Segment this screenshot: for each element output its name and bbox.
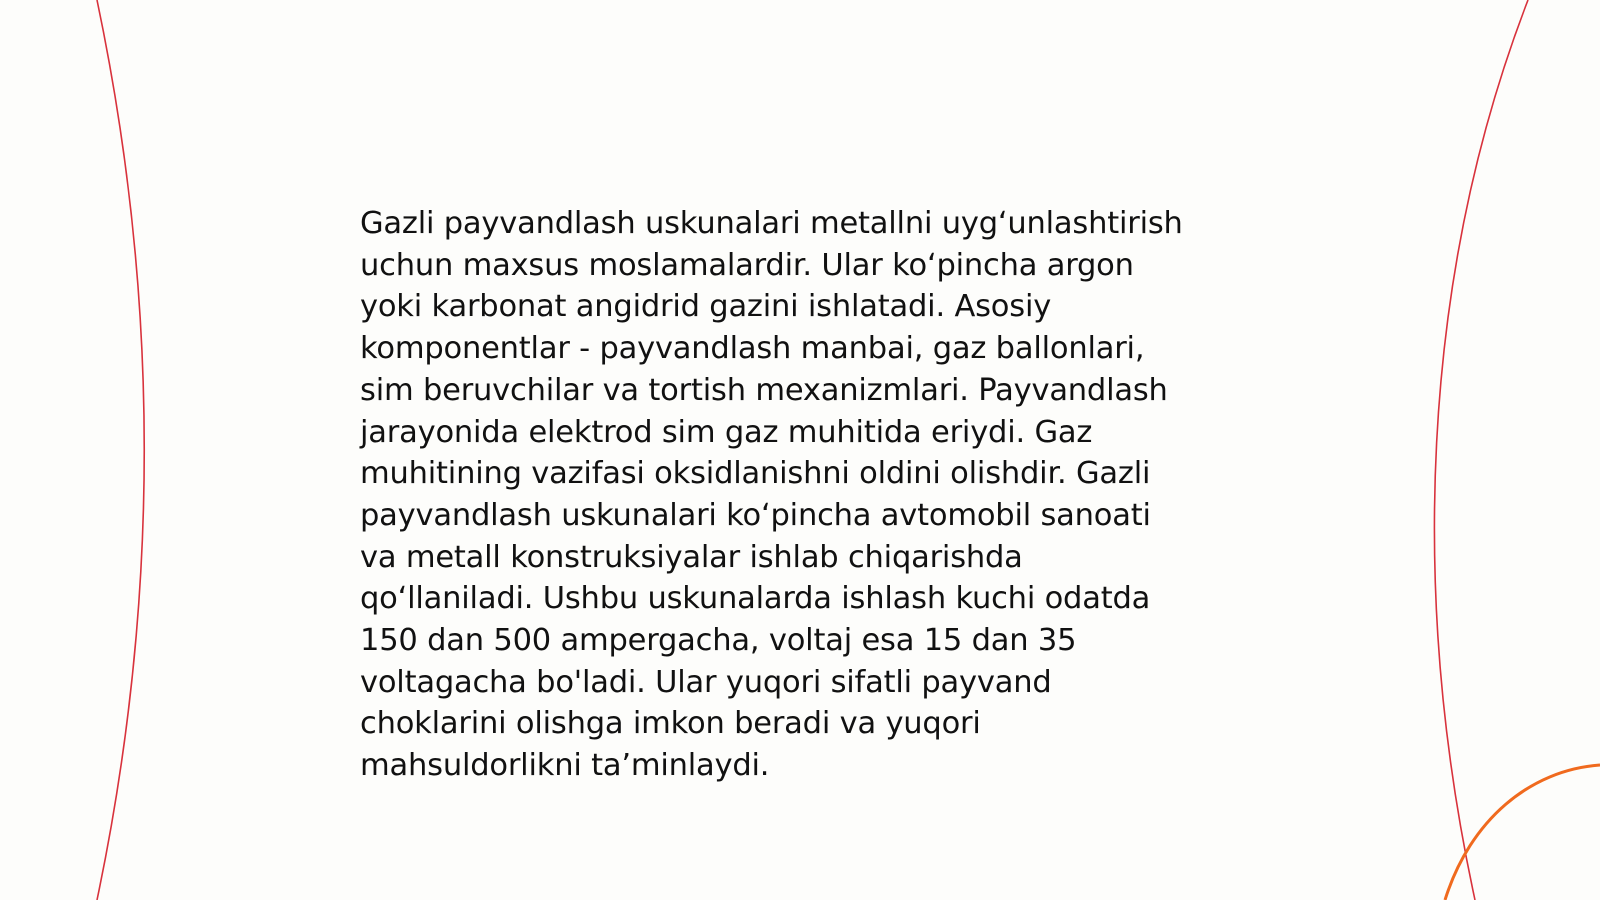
paragraph-line: Gazli payvandlash uskunalari metallni uyg‘unlashtirish bbox=[360, 206, 1183, 241]
paragraph-line: mahsuldorlikni ta’minlaydi. bbox=[360, 748, 770, 784]
paragraph-line: va metall konstruksiyalar ishlab chiqarishda bbox=[360, 539, 1023, 575]
orange-arc bbox=[1445, 765, 1600, 900]
paragraph-line: choklarini olishga imkon beradi va yuqori bbox=[360, 706, 981, 742]
paragraph-line: 150 dan 500 ampergacha, voltaj esa 15 dan 35 bbox=[360, 623, 1077, 659]
paragraph-line: qo‘llaniladi. Ushbu uskunalarda ishlash kuchi odatda bbox=[360, 581, 1151, 617]
paragraph-line: uchun maxsus moslamalardir. Ular ko‘pincha argon bbox=[360, 247, 1134, 283]
right-curve-line bbox=[1434, 0, 1528, 900]
paragraph-line: voltagacha bo'ladi. Ular yuqori sifatli payvand bbox=[360, 664, 1052, 700]
paragraph-line: jarayonida elektrod sim gaz muhitida eriydi. Gaz bbox=[360, 414, 1093, 450]
paragraph-line: yoki karbonat angidrid gazini ishlatadi. Asosiy bbox=[360, 289, 1052, 325]
body-paragraph bbox=[360, 203, 1260, 787]
left-curve-line bbox=[97, 0, 144, 900]
paragraph-line: muhitining vazifasi oksidlanishni oldini olishdir. Gazli bbox=[360, 456, 1151, 492]
paragraph-line: komponentlar - payvandlash manbai, gaz ballonlari, bbox=[360, 331, 1145, 367]
paragraph-line: payvandlash uskunalari ko‘pincha avtomobil sanoati bbox=[360, 497, 1151, 533]
paragraph-line: sim beruvchilar va tortish mexanizmlari. Payvandlash bbox=[360, 372, 1168, 408]
